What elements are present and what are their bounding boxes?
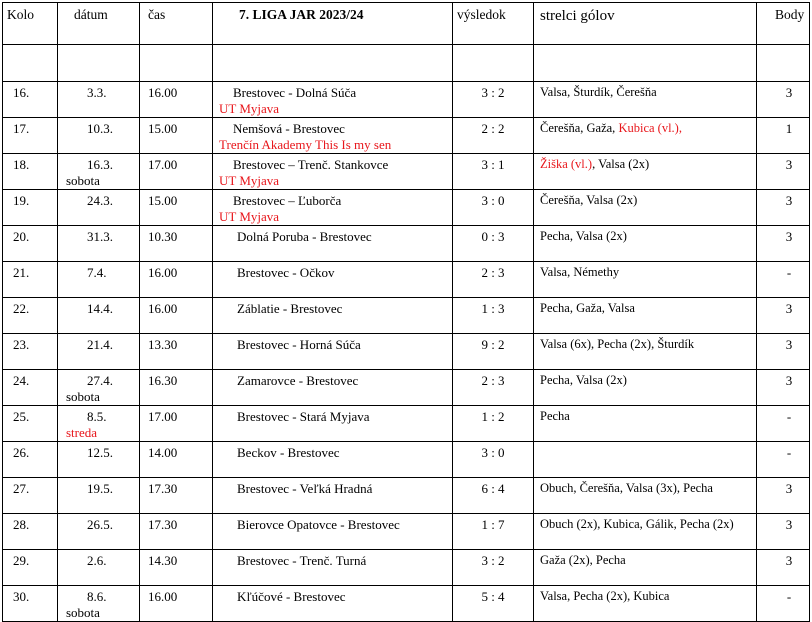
scorer-text: Obuch, Čerešňa, Valsa (3x), Pecha — [540, 481, 713, 495]
match-date: 31.3. — [87, 229, 113, 244]
scorers-cell — [534, 118, 757, 154]
cas-cell: 15.00 — [140, 190, 213, 226]
scorers-cell — [534, 370, 757, 406]
result-cell: 3 : 2 — [453, 550, 534, 586]
match-date: 19.5. — [87, 481, 113, 496]
header-datum: dátum — [58, 3, 140, 45]
match-weekday: streda — [66, 425, 98, 440]
match-date: 24.3. — [87, 193, 113, 208]
cas-cell: 16.30 — [140, 370, 213, 406]
match-cell — [213, 370, 453, 406]
match-cell — [213, 334, 453, 370]
match-name: Záblatie - Brestovec — [237, 301, 343, 316]
match-cell — [213, 478, 453, 514]
datum-cell — [58, 478, 140, 514]
cas-cell: 16.00 — [140, 262, 213, 298]
datum-cell — [58, 298, 140, 334]
kolo-cell: 21. — [3, 262, 58, 298]
table-row — [3, 298, 810, 334]
table-title: 7. LIGA JAR 2023/24 — [213, 3, 453, 45]
scorer-text: Valsa, Šturdík, Čerešňa — [540, 85, 657, 99]
scorers-cell — [534, 442, 757, 478]
referee-label: Trenčín Akademy This Is my sen — [219, 137, 392, 152]
result-cell: 3 : 1 — [453, 154, 534, 190]
scorers-cell — [534, 82, 757, 118]
datum-cell — [58, 514, 140, 550]
points-cell: - — [757, 262, 810, 298]
result-cell: 2 : 2 — [453, 118, 534, 154]
scorers-cell — [534, 298, 757, 334]
match-date: 26.5. — [87, 517, 113, 532]
kolo-cell: 22. — [3, 298, 58, 334]
match-date: 7.4. — [87, 265, 107, 280]
match-cell — [213, 586, 453, 622]
match-name: Beckov - Brestovec — [237, 445, 340, 460]
points-cell: - — [757, 442, 810, 478]
points-cell: 3 — [757, 298, 810, 334]
datum-cell — [58, 82, 140, 118]
match-name: Bierovce Opatovce - Brestovec — [237, 517, 400, 532]
scorers-cell — [534, 550, 757, 586]
cas-cell: 10.30 — [140, 226, 213, 262]
match-name: Dolná Poruba - Brestovec — [237, 229, 372, 244]
kolo-cell: 20. — [3, 226, 58, 262]
datum-cell — [58, 370, 140, 406]
datum-cell — [58, 442, 140, 478]
result-cell: 1 : 7 — [453, 514, 534, 550]
match-name: Nemšová - Brestovec — [233, 121, 345, 136]
kolo-cell: 26. — [3, 442, 58, 478]
match-weekday: sobota — [66, 605, 100, 620]
datum-cell — [58, 262, 140, 298]
scorer-text: Valsa (6x), Pecha (2x), Šturdík — [540, 337, 695, 351]
points-cell: 3 — [757, 550, 810, 586]
scorers-cell — [534, 586, 757, 622]
match-name: Brestovec – Ľuborča — [233, 193, 342, 208]
table-row — [3, 370, 810, 406]
match-name: Brestovec - Dolná Súča — [233, 85, 357, 100]
match-name: Brestovec - Horná Súča — [237, 337, 361, 352]
cas-cell: 13.30 — [140, 334, 213, 370]
result-cell: 3 : 0 — [453, 442, 534, 478]
table-row — [3, 82, 810, 118]
table-row — [3, 334, 810, 370]
match-date: 8.6. — [87, 589, 107, 604]
table-row — [3, 442, 810, 478]
own-goal-scorer: Kubica (vl.), — [618, 121, 682, 135]
match-date: 8.5. — [87, 409, 107, 424]
table-row — [3, 154, 810, 190]
kolo-cell: 27. — [3, 478, 58, 514]
table-row — [3, 550, 810, 586]
header-kolo: Kolo — [3, 3, 58, 45]
points-cell: 3 — [757, 370, 810, 406]
kolo-cell: 28. — [3, 514, 58, 550]
kolo-cell: 24. — [3, 370, 58, 406]
result-cell: 0 : 3 — [453, 226, 534, 262]
header-gap — [3, 45, 810, 82]
scorer-text: Valsa, Pecha (2x), Kubica — [540, 589, 670, 603]
scorer-text: Čerešňa, Valsa (2x) — [540, 193, 638, 207]
kolo-cell: 19. — [3, 190, 58, 226]
match-name: Brestovec - Očkov — [237, 265, 335, 280]
points-cell: - — [757, 586, 810, 622]
cas-cell: 17.30 — [140, 478, 213, 514]
points-cell: 3 — [757, 334, 810, 370]
scorer-text: Pecha — [540, 409, 570, 423]
match-date: 27.4. — [87, 373, 113, 388]
scorers-cell — [534, 514, 757, 550]
kolo-cell: 30. — [3, 586, 58, 622]
table-row — [3, 406, 810, 442]
kolo-cell: 17. — [3, 118, 58, 154]
referee-label: UT Myjava — [219, 209, 280, 224]
result-cell: 2 : 3 — [453, 370, 534, 406]
points-cell: 1 — [757, 118, 810, 154]
match-cell — [213, 118, 453, 154]
points-cell: 3 — [757, 478, 810, 514]
scorer-text: Pecha, Valsa (2x) — [540, 373, 627, 387]
match-cell — [213, 550, 453, 586]
result-cell: 1 : 3 — [453, 298, 534, 334]
datum-cell — [58, 154, 140, 190]
match-date: 10.3. — [87, 121, 113, 136]
table-row — [3, 586, 810, 622]
scorer-text: Čerešňa, Gaža, — [540, 121, 619, 135]
match-cell — [213, 226, 453, 262]
kolo-cell: 25. — [3, 406, 58, 442]
cas-cell: 14.30 — [140, 550, 213, 586]
result-cell: 5 : 4 — [453, 586, 534, 622]
scorers-cell — [534, 406, 757, 442]
match-name: Zamarovce - Brestovec — [237, 373, 359, 388]
match-cell — [213, 442, 453, 478]
match-cell — [213, 298, 453, 334]
match-cell — [213, 154, 453, 190]
result-cell: 3 : 0 — [453, 190, 534, 226]
datum-cell — [58, 550, 140, 586]
match-date: 3.3. — [87, 85, 107, 100]
points-cell: 3 — [757, 514, 810, 550]
match-date: 14.4. — [87, 301, 113, 316]
cas-cell: 17.00 — [140, 406, 213, 442]
scorers-cell — [534, 226, 757, 262]
match-cell — [213, 190, 453, 226]
scorer-text: Valsa, Némethy — [540, 265, 620, 279]
match-name: Brestovec - Stará Myjava — [237, 409, 370, 424]
match-name: Brestovec – Trenč. Stankovce — [233, 157, 389, 172]
cas-cell: 14.00 — [140, 442, 213, 478]
kolo-cell: 23. — [3, 334, 58, 370]
match-date: 2.6. — [87, 553, 107, 568]
match-cell — [213, 514, 453, 550]
match-name: Kľúčové - Brestovec — [237, 589, 346, 604]
scorers-cell — [534, 262, 757, 298]
datum-cell — [58, 334, 140, 370]
datum-cell — [58, 406, 140, 442]
points-cell: 3 — [757, 226, 810, 262]
result-cell: 3 : 2 — [453, 82, 534, 118]
match-date: 16.3. — [87, 157, 113, 172]
points-cell: 3 — [757, 82, 810, 118]
scorers-cell — [534, 190, 757, 226]
match-cell — [213, 82, 453, 118]
match-name: Brestovec - Veľká Hradná — [237, 481, 373, 496]
own-goal-scorer: Žiška (vl.) — [540, 157, 593, 171]
result-cell: 1 : 2 — [453, 406, 534, 442]
scorers-cell — [534, 478, 757, 514]
scorer-text: , Valsa (2x) — [592, 157, 650, 171]
points-cell: 3 — [757, 190, 810, 226]
cas-cell: 16.00 — [140, 586, 213, 622]
table-row — [3, 262, 810, 298]
referee-label: UT Myjava — [219, 101, 280, 116]
table-row — [3, 118, 810, 154]
kolo-cell: 29. — [3, 550, 58, 586]
scorers-cell — [534, 334, 757, 370]
table-row — [3, 226, 810, 262]
datum-cell — [58, 586, 140, 622]
schedule-table — [2, 2, 810, 622]
match-date: 21.4. — [87, 337, 113, 352]
datum-cell — [58, 226, 140, 262]
result-cell: 9 : 2 — [453, 334, 534, 370]
result-cell: 2 : 3 — [453, 262, 534, 298]
scorer-text: Pecha, Valsa (2x) — [540, 229, 627, 243]
scorer-text: Pecha, Gaža, Valsa — [540, 301, 635, 315]
kolo-cell: 18. — [3, 154, 58, 190]
cas-cell: 17.00 — [140, 154, 213, 190]
cas-cell: 16.00 — [140, 298, 213, 334]
scorer-text: Gaža (2x), Pecha — [540, 553, 626, 567]
table-row — [3, 514, 810, 550]
cas-cell: 17.30 — [140, 514, 213, 550]
header-cas: čas — [140, 3, 213, 45]
referee-label: UT Myjava — [219, 173, 280, 188]
table-row — [3, 190, 810, 226]
header-vysledok: výsledok — [453, 3, 534, 45]
match-weekday: sobota — [66, 173, 100, 188]
cas-cell: 16.00 — [140, 82, 213, 118]
datum-cell — [58, 118, 140, 154]
points-cell: 3 — [757, 154, 810, 190]
match-cell — [213, 406, 453, 442]
points-cell: - — [757, 406, 810, 442]
header-strelci: strelci gólov — [534, 3, 757, 45]
header-row — [3, 3, 810, 45]
table-row — [3, 478, 810, 514]
header-body: Body — [757, 3, 810, 45]
kolo-cell: 16. — [3, 82, 58, 118]
result-cell: 6 : 4 — [453, 478, 534, 514]
scorers-cell — [534, 154, 757, 190]
match-name: Brestovec - Trenč. Turná — [237, 553, 367, 568]
match-date: 12.5. — [87, 445, 113, 460]
match-cell — [213, 262, 453, 298]
match-weekday: sobota — [66, 389, 100, 404]
scorer-text: Obuch (2x), Kubica, Gálik, Pecha (2x) — [540, 517, 734, 531]
datum-cell — [58, 190, 140, 226]
cas-cell: 15.00 — [140, 118, 213, 154]
